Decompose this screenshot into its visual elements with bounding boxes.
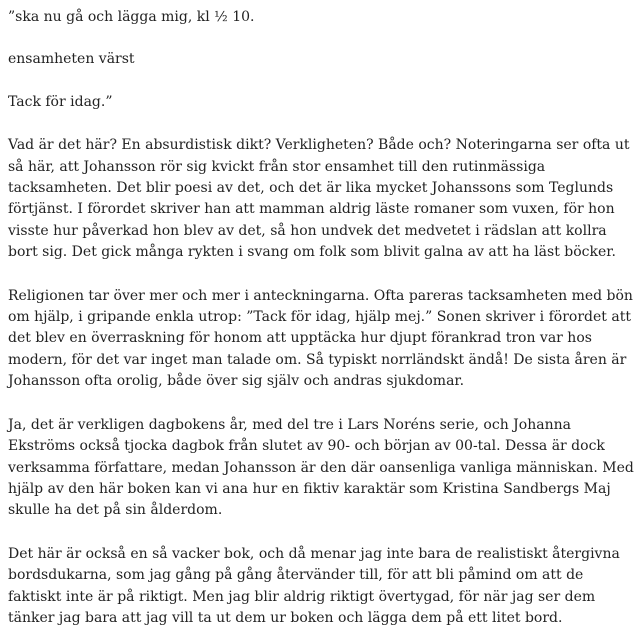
body-paragraph: Ja, det är verkligen dagbokens år, med del tre i Lars Noréns serie, och Johanna Ekströms också tjocka dagbok från slutet av 90- och början av 00-tal. Dessa är dock verksamma författare, medan Johansson är den där oansenliga vanliga människan. Med hjälp av den här boken kan vi ana hur en fiktiv karaktär som Kristina Sandbergs Maj skulle ha det på sin ålderdom.	[8, 416, 634, 519]
diary-quote-line: ”ska nu gå och lägga mig, kl ½ 10.	[8, 9, 255, 25]
diary-quote-line: Tack för idag.”	[8, 93, 113, 110]
body-paragraph: Religionen tar över mer och mer i anteckningarna. Ofta pareras tacksamheten med bön om hjälp, i gripande enkla utrop: ”Tack för idag, hjälp mej.” Sonen skriver i förordet att det blev en överraskning för honom att upptäcka hur djupt förankrad tron var hos modern, för det var inget man talade om. Så typiskt norrländskt ändå! De sista åren är Johansson ofta orolig, både över sig själv och andras sjukdomar.	[8, 287, 633, 390]
body-paragraph: Vad är det här? En absurdistisk dikt? Verkligheten? Både och? Noteringarna ser ofta ut så här, att Johansson rör sig kvickt från stor ensamhet till den rutinmässiga tacksamheten. Det blir poesi av det, och det är lika mycket Johanssons som Teglunds förtjänst. I förordet skriver han att mamman aldrig läste romaner som vuxen, för hon visste hur påverkad hon blev av det, så hon undvek det medvetet i rädslan att kollra bort sig. Det gick många rykten i svang om folk som blivit galna av att ha läst böcker.	[8, 137, 630, 261]
diary-quote-line: ensamheten värst	[8, 51, 135, 68]
body-paragraph: Det här är också en så vacker bok, och då menar jag inte bara de realistiskt återgivna bordsdukarna, som jag gång på gång återvänder till, för att bli påmind om att de faktiskt inte är på riktigt. Men jag blir aldrig riktigt övertygad, för när jag ser dem tänker jag bara att jag vill ta ut dem ur boken och lägga dem på ett litet bord.	[8, 545, 620, 626]
article-body	[8, 0, 634, 629]
